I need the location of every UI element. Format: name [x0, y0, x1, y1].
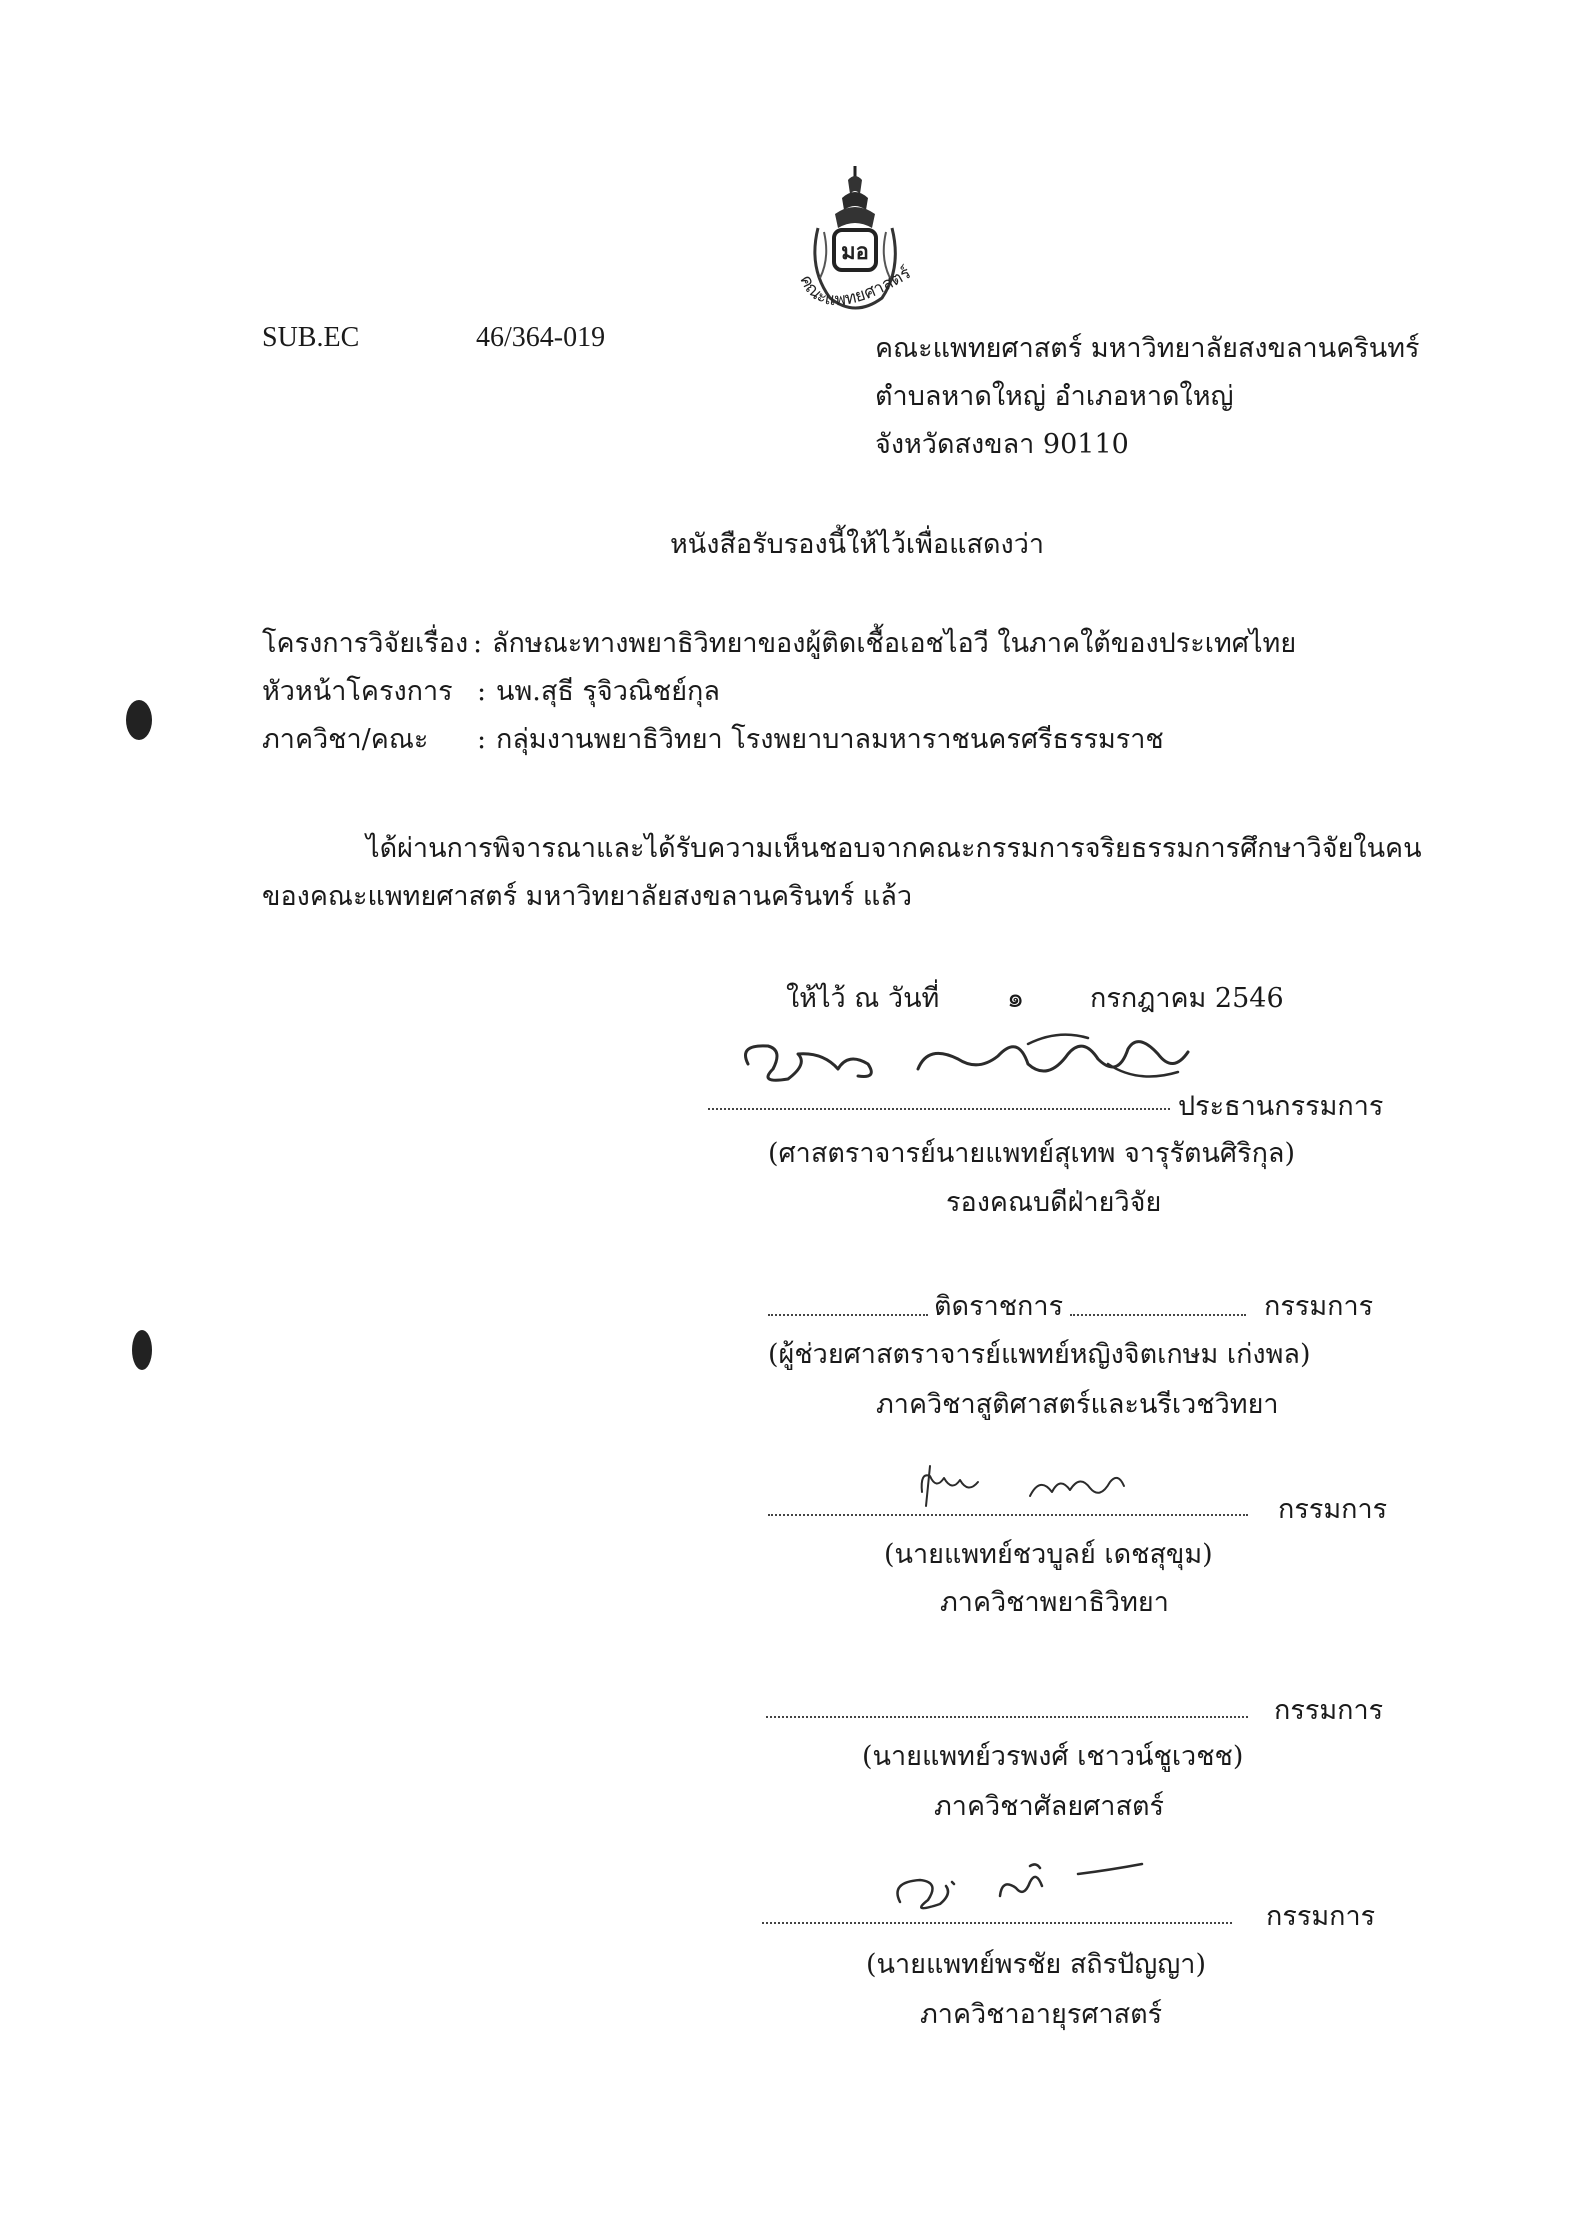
reference-number: 46/364-019: [476, 322, 606, 353]
member-4-name: (นายแพทย์พรชัย สถิรปัญญา): [866, 1949, 1206, 1980]
member-2-signature: [910, 1462, 1150, 1512]
member-4-position: ภาควิชาอายุรศาสตร์: [920, 1999, 1163, 2030]
seal-text: คณะแพทยศาสตร์: [795, 263, 915, 311]
date-month-year: กรกฎาคม 2546: [1090, 983, 1284, 1014]
project-dept-separator: :: [477, 724, 487, 755]
member-1-name: (ผู้ช่วยศาสตราจารย์แพทย์หญิงจิตเกษม เก่งพล): [768, 1339, 1311, 1370]
project-dept-value: กลุ่มงานพยาธิวิทยา โรงพยาบาลมหาราชนครศรีธรรมราช: [496, 724, 1164, 755]
member-2-role: กรรมการ: [1278, 1494, 1388, 1525]
member-2-signature-line: [768, 1514, 1248, 1516]
punch-hole-mark: [132, 1330, 152, 1370]
approval-text-line-2: ของคณะแพทยศาสตร์ มหาวิทยาลัยสงขลานครินทร์ แล้ว: [262, 881, 913, 912]
chair-signature-line: [708, 1108, 1170, 1110]
member-3-signature-line: [766, 1716, 1248, 1718]
address-line-2: ตำบลหาดใหญ่ อำเภอหาดใหญ่: [875, 381, 1234, 412]
member-1-signature-line-left: [768, 1314, 928, 1316]
member-1-role: กรรมการ: [1264, 1291, 1374, 1322]
member-4-role: กรรมการ: [1266, 1901, 1376, 1932]
project-title-label: โครงการวิจัยเรื่อง: [262, 628, 469, 659]
chair-position: รองคณบดีฝ่ายวิจัย: [946, 1187, 1162, 1218]
approval-text-line-1: ได้ผ่านการพิจารณาและได้รับความเห็นชอบจากคณะกรรมการจริยธรรมการศึกษาวิจัยในคน: [366, 833, 1422, 864]
chair-signature: [728, 1024, 1228, 1104]
date-prefix: ให้ไว้ ณ วันที่: [786, 983, 940, 1014]
svg-text:มอ: มอ: [841, 240, 869, 265]
address-line-3: จังหวัดสงขลา 90110: [875, 429, 1129, 460]
member-1-position: ภาควิชาสูติศาสตร์และนรีเวชวิทยา: [876, 1389, 1279, 1420]
project-title-value: ลักษณะทางพยาธิวิทยาของผู้ติดเชื้อเอชไอวี ในภาคใต้ของประเทศไทย: [492, 628, 1297, 659]
member-4-signature-line: [762, 1922, 1232, 1924]
punch-hole-mark: [126, 700, 152, 740]
faculty-seal: [790, 158, 920, 328]
project-lead-value: นพ.สุธี รุจิวณิชย์กุล: [496, 676, 720, 707]
document-title: หนังสือรับรองนี้ให้ไว้เพื่อแสดงว่า: [670, 529, 1045, 560]
member-1-note: ติดราชการ: [934, 1291, 1064, 1322]
member-2-name: (นายแพทย์ชวบูลย์ เดชสุขุม): [884, 1539, 1213, 1570]
member-4-signature: [880, 1852, 1160, 1922]
faculty-seal-icon: [790, 158, 920, 328]
member-2-position: ภาควิชาพยาธิวิทยา: [940, 1587, 1169, 1618]
address-line-1: คณะแพทยศาสตร์ มหาวิทยาลัยสงขลานครินทร์: [875, 333, 1420, 364]
member-3-position: ภาควิชาศัลยศาสตร์: [934, 1791, 1164, 1822]
member-3-role: กรรมการ: [1274, 1695, 1384, 1726]
date-day: ๑: [1007, 983, 1025, 1014]
project-lead-label: หัวหน้าโครงการ: [262, 676, 453, 707]
project-lead-separator: :: [477, 676, 487, 707]
member-3-name: (นายแพทย์วรพงศ์ เชาวน์ชูเวชช): [862, 1741, 1244, 1772]
member-1-signature-line-right: [1070, 1314, 1246, 1316]
chair-name: (ศาสตราจารย์นายแพทย์สุเทพ จารุรัตนศิริกุล): [768, 1138, 1296, 1169]
reference-prefix: SUB.EC: [262, 322, 360, 353]
project-dept-label: ภาควิชา/คณะ: [262, 724, 429, 755]
project-title-separator: :: [473, 628, 483, 659]
chair-role: ประธานกรรมการ: [1178, 1091, 1384, 1122]
